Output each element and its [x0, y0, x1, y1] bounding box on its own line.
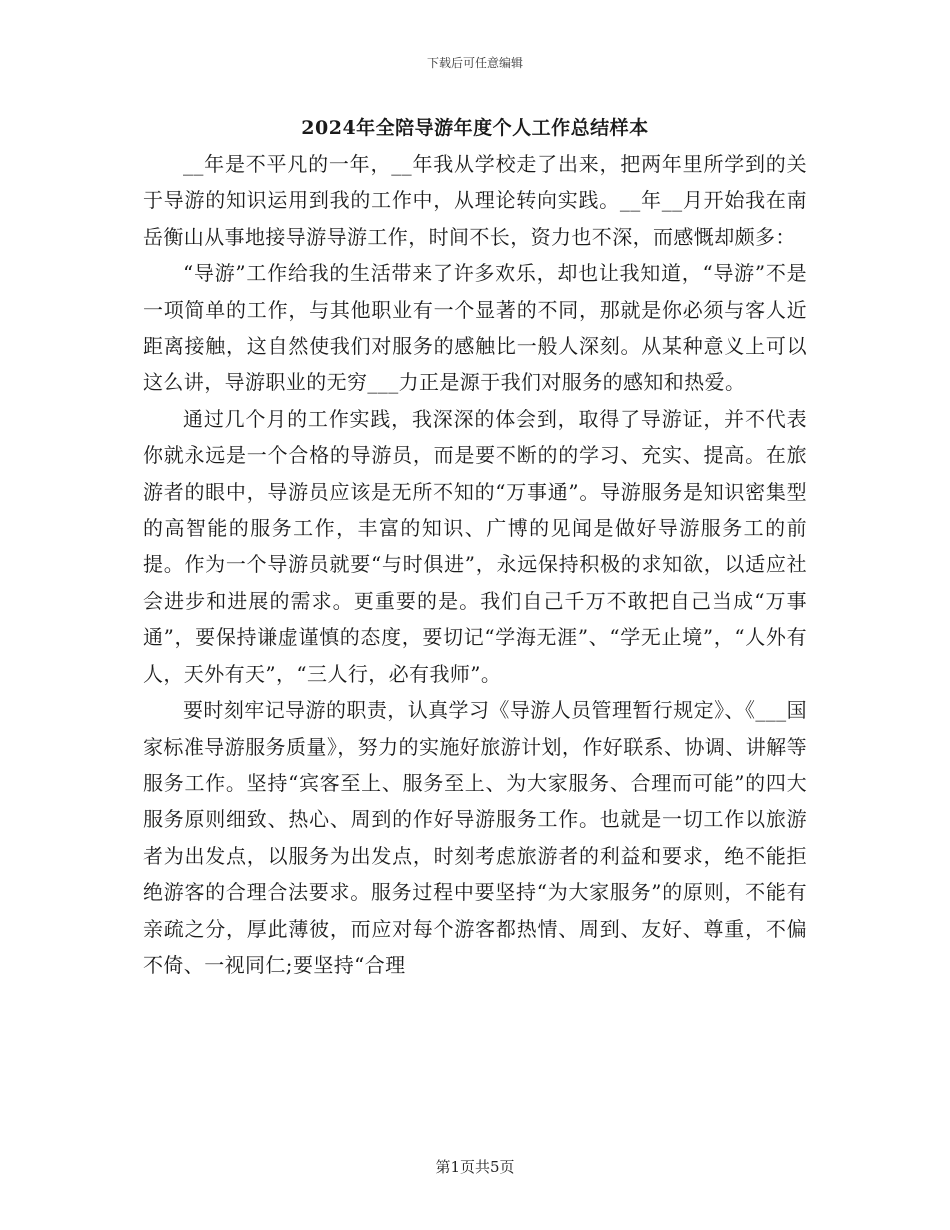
- document-title: 2024年全陪导游年度个人工作总结样本: [301, 117, 649, 139]
- paragraph-1: __年是不平凡的一年，__年我从学校走了出来，把两年里所学到的关于导游的知识运用到我的工作中，从理论转向实践。__年__月开始我在南岳衡山从事地接导游导游工作，时间不长，资力也不深，而感慨却颇多：: [143, 152, 807, 249]
- paragraph-2: “导游”工作给我的生活带来了许多欢乐，却也让我知道，“导游”不是一项简单的工作，与其他职业有一个显著的不同，那就是你必须与客人近距离接触，这自然使我们对服务的感触比一般人深刻。从某种意义上可以这么讲，导游职业的无穷___力正是源于我们对服务的感知和热爱。: [143, 261, 807, 395]
- paragraph-4: 要时刻牢记导游的职责，认真学习《导游人员管理暂行规定》、《___国家标准导游服务质量》，努力的实施好旅游计划，作好联系、协调、讲解等服务工作。坚持“宾客至上、服务至上、为大家服务、合理而可能”的四大服务原则细致、热心、周到的作好导游服务工作。也就是一切工作以旅游者为出发点，以服务为出发点，时刻考虑旅游者的利益和要求，绝不能拒绝游客的合理合法要求。服务过程中要坚持“为大家服务”的原则，不能有亲疏之分，厚此薄彼，而应对每个游客都热情、周到、友好、尊重，不偏不倚、一视同仁;要坚持“合理: [143, 698, 807, 977]
- document-body: [143, 146, 807, 983]
- page-number: 第1页共5页: [435, 1158, 515, 1176]
- paragraph-3: 通过几个月的工作实践，我深深的体会到，取得了导游证，并不代表你就永远是一个合格的导游员，而是要不断的的学习、充实、提高。在旅游者的眼中，导游员应该是无所不知的“万事通”。导游服务是知识密集型的高智能的服务工作，丰富的知识、广博的见闻是做好导游服务工的前提。作为一个导游员就要“与时俱进”，永远保持积极的求知欲，以适应社会进步和进展的需求。更重要的是。我们自己千万不敢把自己当成“万事通”，要保持谦虚谨慎的态度，要切记“学海无涯”、“学无止境”，“人外有人，天外有天”，“三人行，必有我师”。: [143, 406, 807, 686]
- page-header-note: 下载后可任意编辑: [426, 56, 523, 70]
